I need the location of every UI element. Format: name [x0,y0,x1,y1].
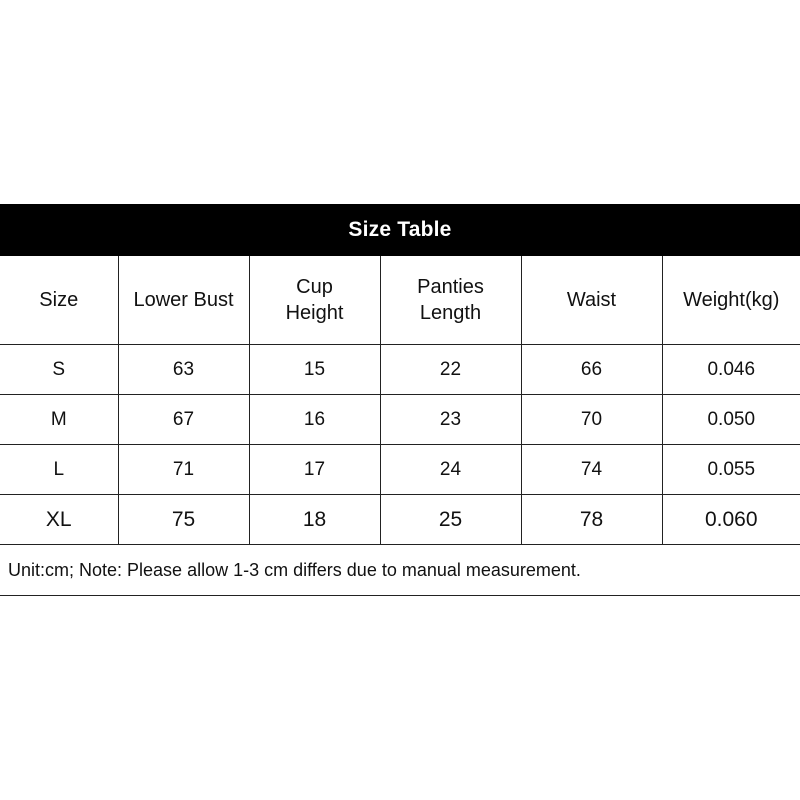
table-row [0,495,800,545]
cell-panties-length: 22 [380,345,521,395]
cell-panties-length: 23 [380,395,521,445]
cell-waist: 70 [521,395,662,445]
cell-size: S [0,345,118,395]
header-cup-height-line1: Cup [296,276,333,298]
cell-lower-bust: 75 [118,495,249,545]
header-lower-bust-label: Lower Bust [133,289,234,311]
table-row [0,345,800,395]
header-row [0,256,800,345]
size-table [0,256,800,545]
header-cup-height [249,256,380,345]
table-row [0,445,800,495]
table-title: Size Table [348,218,452,241]
cell-weight: 0.060 [662,495,800,545]
header-waist-label: Waist [566,289,617,311]
header-cup-height-line2: Height [285,302,344,324]
header-panties-length-line1: Panties [417,276,484,298]
cell-lower-bust: 71 [118,445,249,495]
cell-lower-bust: 67 [118,395,249,445]
header-weight-label: Weight(kg) [683,289,780,311]
cell-waist: 74 [521,445,662,495]
header-waist [521,256,662,345]
cell-cup-height: 15 [249,345,380,395]
table-row [0,395,800,445]
header-size [0,256,118,345]
header-weight [662,256,800,345]
cell-panties-length: 24 [380,445,521,495]
header-panties-length [380,256,521,345]
header-panties-length-line2: Length [419,302,482,324]
cell-weight: 0.046 [662,345,800,395]
cell-size: XL [0,495,118,545]
cell-panties-length: 25 [380,495,521,545]
cell-weight: 0.055 [662,445,800,495]
cell-cup-height: 18 [249,495,380,545]
cell-cup-height: 17 [249,445,380,495]
measurement-note [0,545,800,596]
table-title-bar [0,204,800,256]
cell-waist: 78 [521,495,662,545]
header-lower-bust [118,256,249,345]
cell-weight: 0.050 [662,395,800,445]
cell-size: L [0,445,118,495]
header-size-label: Size [39,289,79,311]
cell-cup-height: 16 [249,395,380,445]
cell-size: M [0,395,118,445]
cell-waist: 66 [521,345,662,395]
cell-lower-bust: 63 [118,345,249,395]
measurement-note-text: Unit:cm; Note: Please allow 1-3 cm differs due to manual measurement. [8,559,581,580]
size-table-block [0,204,800,596]
